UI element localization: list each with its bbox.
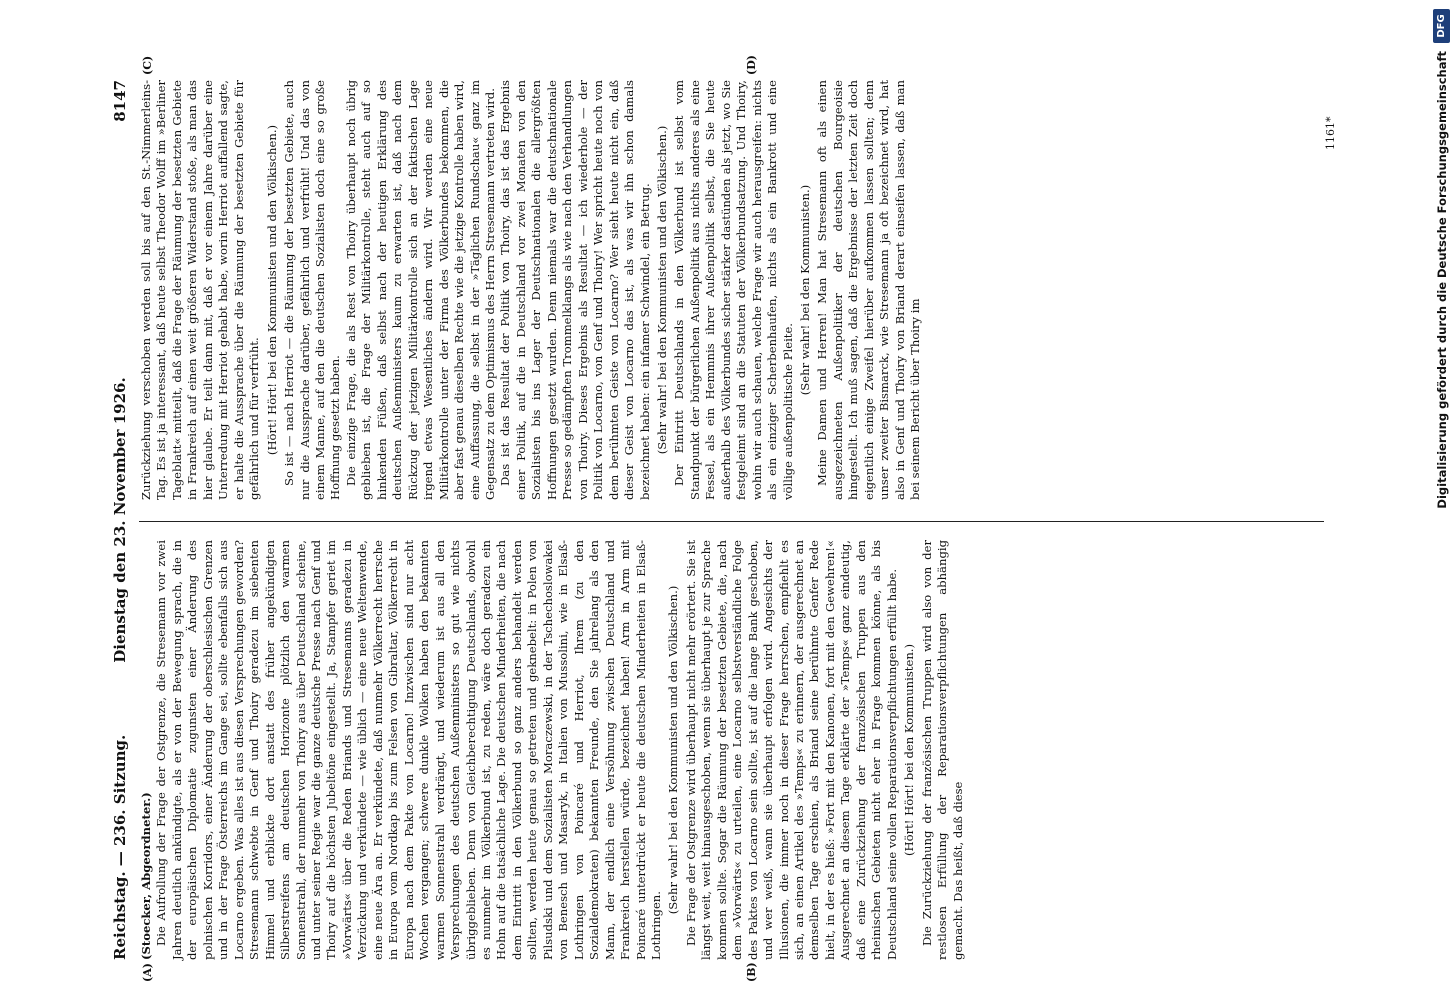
- margin-mark-b: (B): [745, 962, 758, 982]
- paragraph: So ist — nach Herriot — die Räumung der besetzten Gebiete, auch nur die Aussprache darüber, gefährlich und verfrüht! Und das von einem Manne, auf den die deutschen Sozialisten doch eine so große Hoffnung gesetzt haben.: [282, 80, 343, 500]
- interjection: (Sehr wahr! bei den Kommunisten und den Völkischen.): [666, 585, 681, 915]
- header-left: Reichstag. — 236. Sitzung.: [111, 734, 129, 960]
- paragraph: Die einzige Frage, die als Rest von Thoiry überhaupt noch übrig geblieben ist, die Frage der Militärkontrolle, steht auch auf so hinkenden Füßen, daß selbst nach der heutigen Erklärung des deutschen Außenministers kaum zu erwarten ist, daß nach dem Rückzug der jetzigen Militärkontrolle sich an der faktischen Lage irgend etwas Wesentliches ändern wird. Wir werden eine neue Militärkontrolle unter der Firma des Völkerbundes bekommen, die aber fast genau dieselben Rechte wie die jetzige Kontrolle haben wird, eine Auffassung, die selbst in der »Täglichen Rundschau« ganz im Gegensatz zu dem Optimismus des Herrn Stresemann vertreten wird.: [343, 80, 497, 500]
- interjection: (Sehr wahr! bei den Kommunisten und den Völkischen.): [654, 125, 669, 455]
- paragraph: Das ist das Resultat der Politik von Thoiry, das ist das Ergebnis einer Politik, auf die in Deutschland vor zwei Monaten von den Sozialisten bis ins Lager der Deutschnationalen die allergrößten Hoffnungen gesetzt wurden. Denn niemals war die deutschnationale Presse so gedämpften Trommelklangs als wie nach den Verhandlungen von Thoiry. Dieses Ergebnis als Resultat — ich wiederhole — der Politik von Locarno, von Genf und Thoiry! Wer spricht heute noch von dem berühmten Geiste von Locarno? Wer sieht heute nicht ein, daß dieser Geist von Locarno das ist, als was wir ihn schon damals bezeichnet haben: ein infamer Schwindel, ein Betrug.: [498, 80, 652, 500]
- margin-mark-c: (C): [141, 55, 154, 75]
- margin-mark-d: (D): [745, 55, 758, 75]
- left-column: [139, 540, 1324, 960]
- margin-mark-a: (A): [141, 963, 154, 982]
- speaker-line: (Stoecker, Abgeordneter.): [139, 792, 153, 960]
- interjection: (Sehr wahr! bei den Kommunisten.): [798, 184, 813, 396]
- dfg-credit-text: Digitalisierung gefördert durch die Deutsche Forschungsgemeinschaft: [1435, 51, 1449, 509]
- dfg-credit-strip: [1430, 5, 1456, 985]
- column-divider: [139, 521, 1324, 522]
- signature-mark: 1161*: [1324, 116, 1337, 150]
- rotated-page-content: [105, 55, 1337, 982]
- right-column: [139, 80, 1324, 500]
- header-center: Dienstag den 23. November 1926.: [111, 377, 129, 663]
- interjection: (Hört! Hört! bei den Kommunisten und den Völkischen.): [264, 124, 279, 456]
- paragraph: Die Aufrollung der Frage der Ostgrenze, die Stresemann vor zwei Jahren deutlich ankündigte, als er von der Bewegung sprach, die in der europäischen Diplomatie zugunsten einer Änderung des polnischen Korridors, einer Änderung der oberschlesischen Grenzen und in der Frage Österreichs im Gange sei, sollte ebenfalls sich aus Locarno ergeben. Was alles ist aus diesen Versprechungen geworden? Stresemann schwebte in Genf und Thoiry geradezu im siebenten Himmel und erblickte dort anstatt des früher angekündigten Silberstreifens am deutschen Horizonte plötzlich den warmen Sonnenstrahl, der nunmehr von Thoiry aus über Deutschland scheine, und unter seiner Regie war die ganze deutsche Presse nach Genf und Thoiry auf die höchsten Jubeltöne eingestellt. Ja, Stampfer geriet im »Vorwärts« über die Reden Briands und Stresemanns geradezu in Verzückung und verkündete — wie üblich — eine neue Weltenwende, eine neue Ära an. Er verkündete, daß nunmehr Völkerrecht herrsche in Europa vom Nordkap bis zum Felsen von Gibraltar, Völkerrecht in Europa nach dem Pakte von Locarno! Inzwischen sind nur acht Wochen vergangen; schwere dunkle Wolken haben den bekannten warmen Sonnenstrahl verdrängt, und wiederum ist aus all den Versprechungen des deutschen Außenministers so gut wie nichts übriggeblieben. Denn von Gleichberechtigung Deutschlands, obwohl es nunmehr im Völkerbund ist, zu reden, wäre doch geradezu ein Hohn auf die tatsächliche Lage. Die deutschen Minderheiten, die nach dem Eintritt in den Völkerbund so ganz anders behandelt werden sollten, werden heute genau so getreten und geknebelt: in Polen von Pilsudski und dem Sozialisten Moraczewski, in der Tschechoslowakei von Benesch und Masaryk, in Italien von Mussolini, wie in Elsaß-Lothringen von Poincaré und Herriot, Ihrem (zu den Sozialdemokraten) bekannten Freunde, den Sie jahrelang als den Mann, der endlich eine Versöhnung zwischen Deutschland und Frankreich herstellen würde, bezeichnet haben! Arm in Arm mit Poincaré unterdrückt er heute die deutschen Minderheiten in Elsaß-Lothringen.: [154, 540, 663, 960]
- paragraph: Die Frage der Ostgrenze wird überhaupt nicht mehr erörtert. Sie ist längst weit, weit hinausgeschoben, wenn sie überhaupt je zur Sprache kommen sollte. Sogar die Räumung der besetzten Gebiete, die, nach dem »Vorwärts« zu urteilen, eine Locarno selbstverständliche Folge des Paktes von Locarno sein sollte, ist auf die lange Bank geschoben, und wer weiß, wann sie überhaupt erfolgen wird. Angesichts der Illusionen, die immer noch in dieser Frage herrschen, empfiehlt es sich, an einen Artikel des »Temps« zu erinnern, der ausgerechnet an demselben Tage erschien, als Briand seine berühmte Genfer Rede hielt, in der es hieß: »Fort mit den Kanonen, fort mit den Gewehren!« Ausgerechnet an diesem Tage erklärte der »Temps« ganz eindeutig, daß eine Zurückziehung der französischen Truppen aus den rheinischen Gebieten nicht eher in Frage kommen könne, als bis Deutschland seine vollen Reparationsverpflichtungen erfüllt habe.: [683, 540, 899, 960]
- interjection: (Hört! Hört! bei den Kommunisten.): [902, 644, 917, 857]
- paragraph: Zurückziehung verschoben werden soll bis auf den St.-Nimmerleins-Tag. Es ist ja interessant, daß heute selbst Theodor Wolff im »Berliner Tageblatt« mitteilt, daß die Frage der Räumung der besetzten Gebiete in Frankreich auf einen weit größeren Widerstand stoße, als man das hier glaube. Er teilt dann mit, daß er vor einem Jahre darüber eine Unterredung mit Herriot gehabt habe, worin Herriot auffallend sagte, er halte die Aussprache über die Räumung der besetzten Gebiete für gefährlich und für verfrüht.: [139, 80, 262, 500]
- running-header: [105, 80, 135, 960]
- paragraph: Der Eintritt Deutschlands in den Völkerbund ist selbst vom Standpunkt der bürgerlichen Außenpolitik aus nichts anderes als eine Fessel, als ein Hemmnis ihrer Außenpolitik selbst, die Sie heute außerhalb des Völkerbundes sicher stärker dastünden als jetzt, wo Sie festgeleimt sind an die Statuten der Völkerbundsatzung. Und Thoiry, wohin wir auch schauen, welche Frage wir auch herausgreifen: nichts als ein einziger Scherbenhaufen, nichts als ein Bankrott und eine völlige außenpolitische Pleite.: [672, 80, 795, 500]
- dfg-logo: DFG: [1433, 9, 1450, 43]
- page-number: 8147: [111, 80, 129, 122]
- paragraph: Die Zurückziehung der französischen Truppen wird also von der restlosen Erfüllung der Reparationsverpflichtungen abhängig gemacht. Das heißt, daß diese: [919, 540, 965, 960]
- paragraph: Meine Damen und Herren! Man hat Stresemann oft als einen ausgezeichneten Außenpolitiker der deutschen Bourgeoisie hingestellt. Ich muß sagen, daß die Ergebnisse der letzten Zeit doch eigentlich einige Zweifel hierüber aufkommen lassen sollten; denn unser zweiter Bismarck, wie Stresemann ja oft bezeichnet wird, hat also in Genf und Thoiry von Briand derart einseifen lassen, daß man bei seinem Bericht über Thoiry im: [815, 80, 923, 500]
